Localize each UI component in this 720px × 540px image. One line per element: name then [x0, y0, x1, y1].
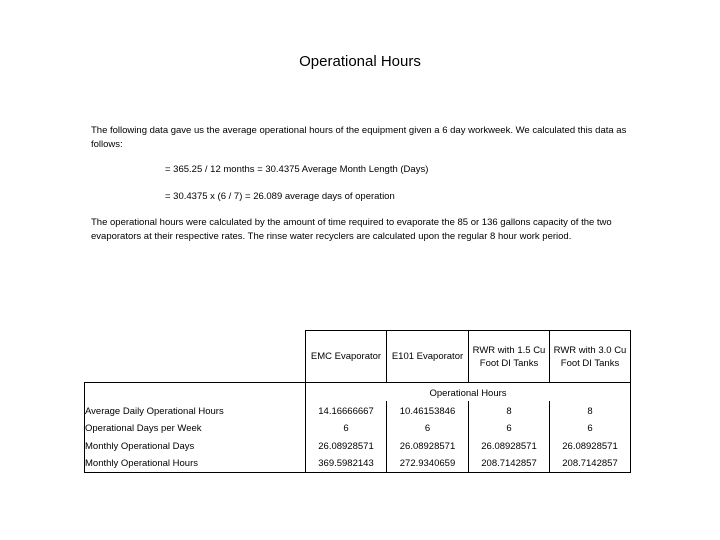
table-cell: 26.08928571 — [399, 440, 456, 452]
table-cell: 26.08928571 — [481, 440, 537, 452]
table-cell: 26.08928571 — [318, 440, 374, 452]
table-cell: 6 — [587, 423, 593, 434]
table-cell: 8 — [506, 405, 512, 417]
column-header-e101-evaporator: E101 Evaporator — [391, 351, 464, 362]
table-cell: 14.16666667 — [318, 405, 374, 417]
row-label: Monthly Operational Days — [85, 440, 195, 452]
explanation-paragraph: The operational hours were calculated by the amount of time required to evaporate the 85 or 136 gallons capacity of the two evaporators at their respective rates. The rinse water recyclers are calculated upon the regular 8 hour work period. — [91, 217, 612, 242]
table-cell: 6 — [506, 423, 512, 434]
row-label: Monthly Operational Hours — [85, 458, 198, 469]
section-header: Operational Hours — [429, 387, 507, 399]
equation-operation-days: = 30.4375 x (6 / 7) = 26.089 average days of operation — [165, 191, 395, 202]
table-cell: 6 — [343, 423, 349, 434]
column-header-rwr-3-0: RWR with 3.0 Cu Foot DI Tanks — [553, 344, 627, 369]
table-cell: 10.46153846 — [399, 405, 456, 417]
table-cell: 272.9340659 — [399, 458, 456, 469]
table-cell: 208.7142857 — [562, 458, 618, 469]
table-cell: 26.08928571 — [562, 440, 618, 452]
page-title: Operational Hours — [299, 53, 421, 70]
table-cell: 8 — [587, 405, 593, 417]
table-cell: 6 — [424, 423, 431, 434]
column-header-emc-evaporator: EMC Evaporator — [310, 351, 382, 362]
table-cell: 369.5982143 — [318, 458, 374, 469]
row-label: Average Daily Operational Hours — [85, 405, 224, 417]
intro-paragraph: The following data gave us the average operational hours of the equipment given a 6 day workweek. We calculated this data as follows: — [91, 125, 627, 150]
table-cell: 208.7142857 — [481, 458, 537, 469]
row-label: Operational Days per Week — [85, 423, 202, 434]
equation-month-length: = 365.25 / 12 months = 30.4375 Average Month Length (Days) — [165, 164, 429, 175]
column-header-rwr-1-5: RWR with 1.5 Cu Foot DI Tanks — [472, 344, 546, 369]
